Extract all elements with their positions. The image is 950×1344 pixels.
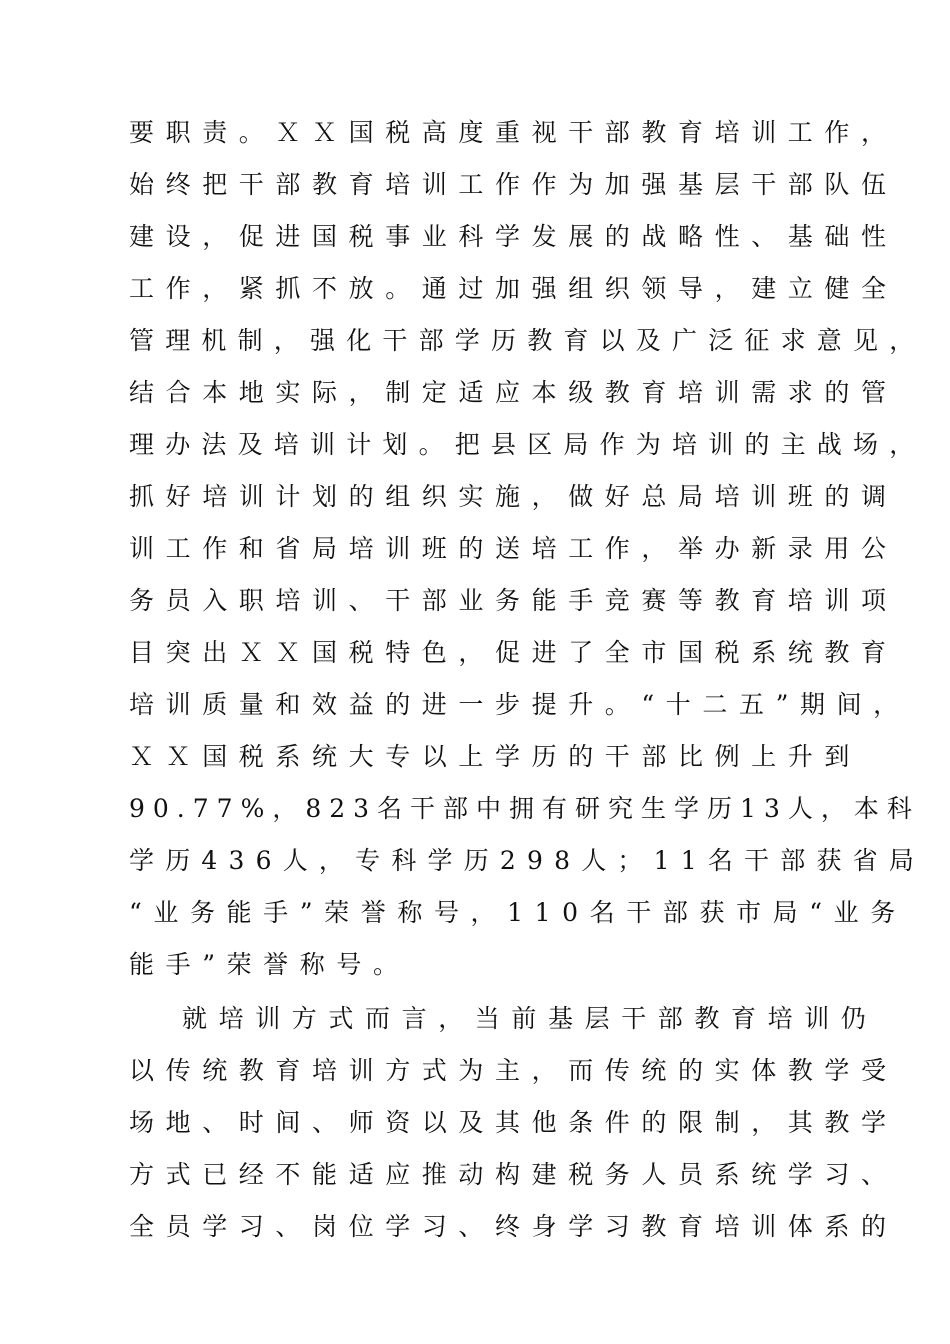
text-line: 要职责。ＸＸ国税高度重视干部教育培训工作， (129, 118, 898, 147)
text-line: 务员入职培训、干部业务能手竞赛等教育培训项 (129, 586, 898, 615)
text-line: 培训质量和效益的进一步提升。“十二五”期间， (129, 690, 910, 719)
text-line: 方式已经不能适应推动构建税务人员系统学习、 (129, 1160, 898, 1189)
text-line: “业务能手”荣誉称号，110名干部获市局“业务 (129, 898, 907, 927)
text-line: 管理机制，强化干部学历教育以及广泛征求意见， (129, 326, 926, 355)
text-line: 理办法及培训计划。把县区局作为培训的主战场， (129, 430, 926, 459)
text-line: ＸＸ国税系统大专以上学历的干部比例上升到 (129, 742, 862, 771)
text-line: 能手”荣誉称号。 (129, 950, 410, 979)
text-line: 训工作和省局培训班的送培工作，举办新录用公 (129, 534, 898, 563)
text-line: 全员学习、岗位学习、终身学习教育培训体系的 (129, 1212, 898, 1241)
text-line: 以传统教育培训方式为主，而传统的实体教学受 (129, 1056, 898, 1085)
text-line: 目突出ＸＸ国税特色，促进了全市国税系统教育 (129, 638, 898, 667)
text-line: 结合本地实际，制定适应本级教育培训需求的管 (129, 378, 898, 407)
text-line: 建设，促进国税事业科学发展的战略性、基础性 (129, 222, 898, 251)
text-line: 学历436人，专科学历298人；11名干部获省局 (129, 846, 926, 875)
text-line: 90.77%，823名干部中拥有研究生学历13人，本科 (129, 794, 920, 823)
text-line: 抓好培训计划的组织实施，做好总局培训班的调 (129, 482, 898, 511)
text-line: 场地、时间、师资以及其他条件的限制，其教学 (129, 1108, 898, 1137)
text-line: 始终把干部教育培训工作作为加强基层干部队伍 (129, 170, 898, 199)
text-line: 就培训方式而言，当前基层干部教育培训仍 (182, 1004, 878, 1033)
text-line: 工作，紧抓不放。通过加强组织领导，建立健全 (129, 274, 898, 303)
